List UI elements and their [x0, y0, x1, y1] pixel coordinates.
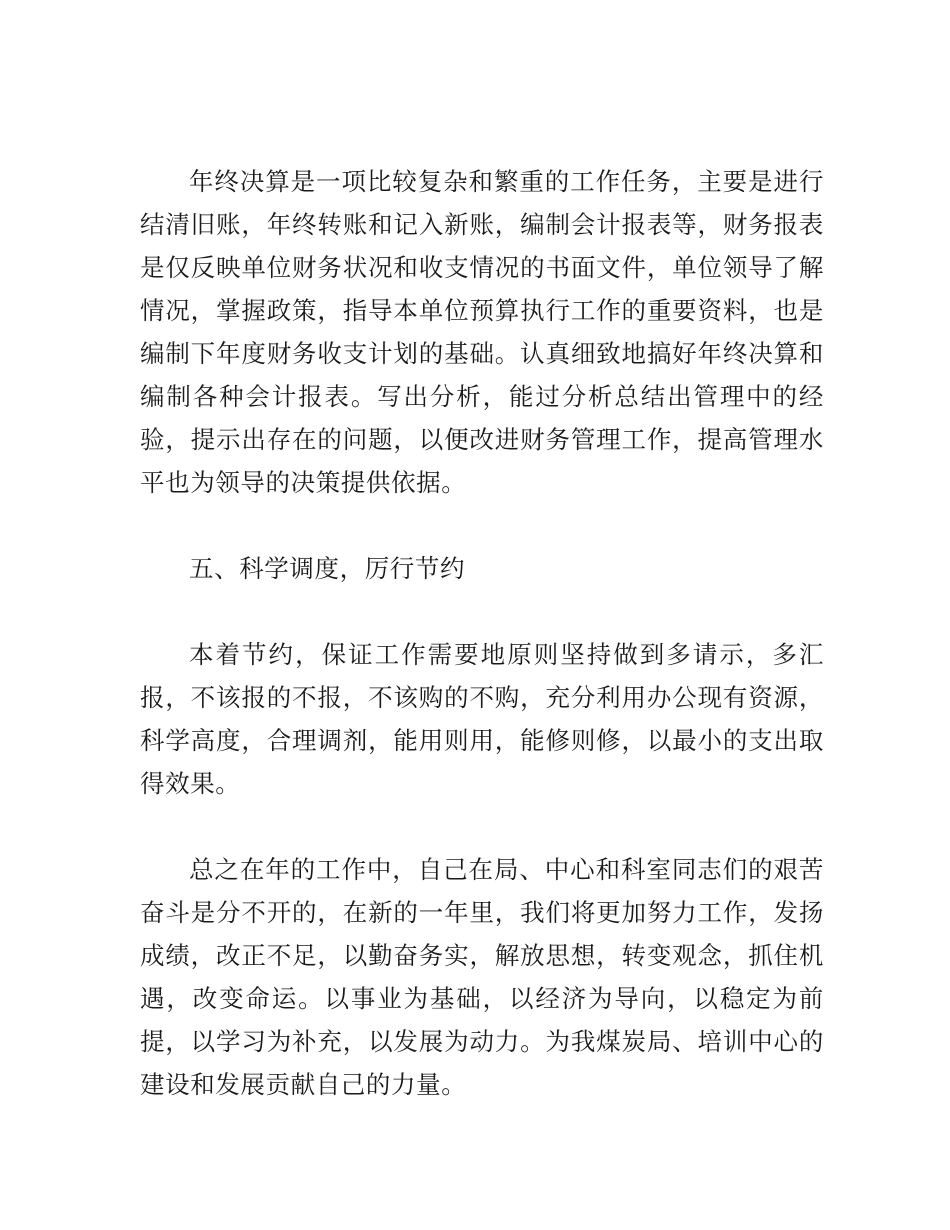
paragraph-economize: 本着节约，保证工作需要地原则坚持做到多请示，多汇报，不该报的不报，不该购的不购，充分利用办公现有资源，科学高度，合理调剂，能用则用，能修则修，以最小的支出取得效果。 [140, 640, 824, 798]
paragraph-year-end-accounts: 年终决算是一项比较复杂和繁重的工作任务，主要是进行结清旧账，年终转账和记入新账，编制会计报表等，财务报表是仅反映单位财务状况和收支情况的书面文件，单位领导了解情况，掌握政策，指导本单位预算执行工作的重要资料，也是编制下年度财务收支计划的基础。认真细致地搞好年终决算和编制各种会计报表。写出分析，能过分析总结出管理中的经验，提示出存在的问题，以便改进财务管理工作，提高管理水平也为领导的决策提供依据。 [140, 167, 824, 497]
document-body [140, 160, 824, 1149]
paragraph-conclusion: 总之在年的工作中，自己在局、中心和科室同志们的艰苦奋斗是分不开的，在新的一年里，我们将更加努力工作，发扬成绩，改正不足，以勤奋务实，解放思想，转变观念，抓住机遇，改变命运。以事业为基础，以经济为导向，以稳定为前提，以学习为补充，以发展为动力。为我煤炭局、培训中心的建设和发展贡献自己的力量。 [140, 855, 824, 1099]
section-heading: 五、科学调度，厉行节约 [189, 554, 466, 583]
